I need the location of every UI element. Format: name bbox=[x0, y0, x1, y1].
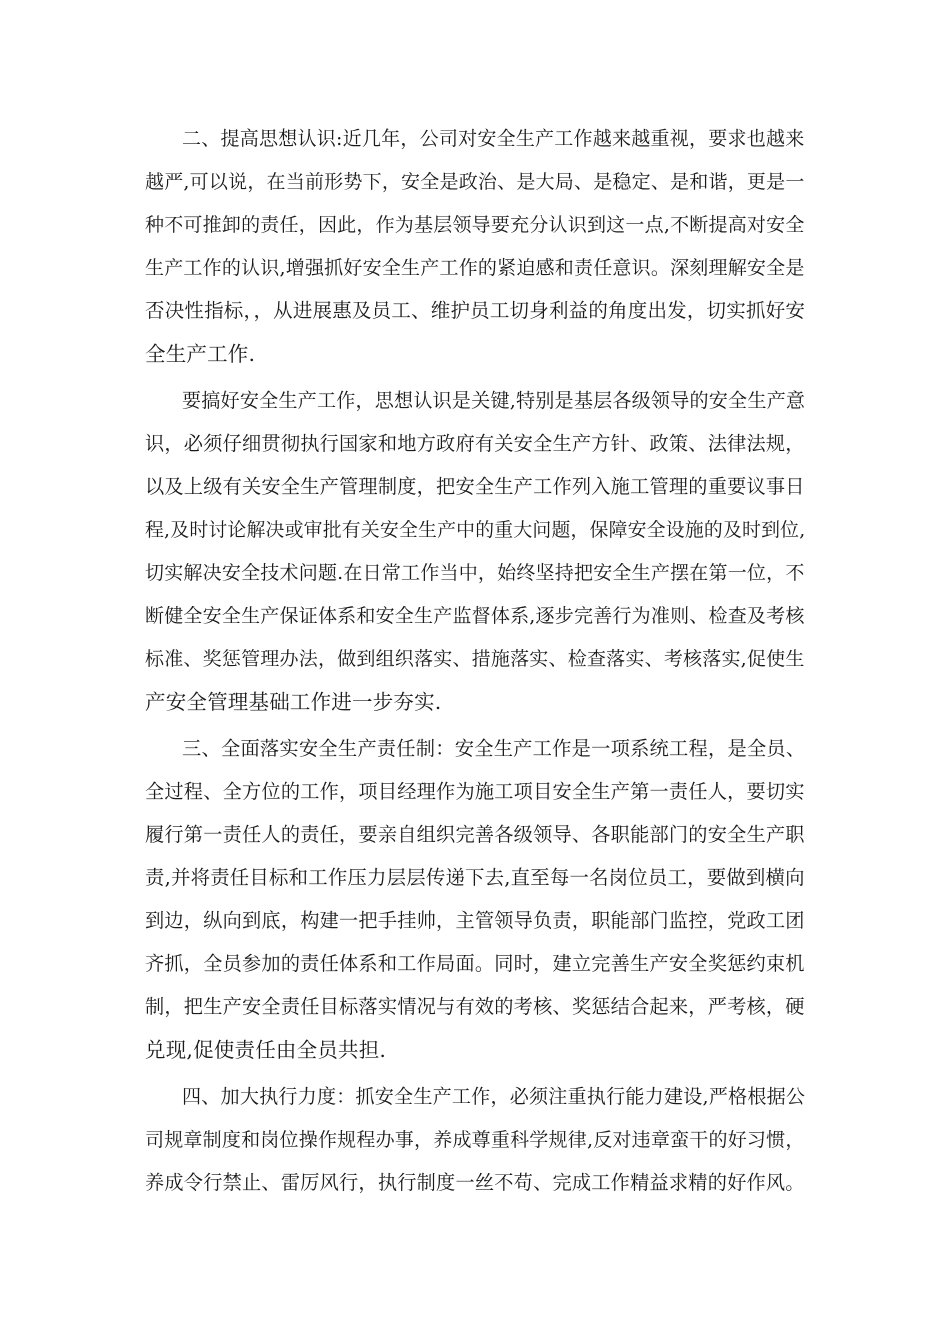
paragraph-3-line-1: 三、全面落实安全生产责任制：安全生产工作是一项系统工程，是全员、 bbox=[182, 737, 806, 760]
paragraph-3-line-4: 责,并将责任目标和工作压力层层传递下去,直至每一名岗位员工，要做到横向 bbox=[145, 866, 805, 889]
paragraph-1-line-6: 全生产工作. bbox=[145, 342, 256, 366]
paragraph-4-line-2: 司规章制度和岗位操作规程办事，养成尊重科学规律,反对违章蛮干的好习惯， bbox=[145, 1129, 805, 1151]
paragraph-1-line-5: 否决性指标，，从进展惠及员工、维护员工切身利益的角度出发，切实抓好安 bbox=[145, 299, 806, 322]
paragraph-2-line-8: 产安全管理基础工作进一步夯实. bbox=[145, 690, 442, 714]
paragraph-4-line-3: 养成令行禁止、雷厉风行，执行制度一丝不苟、完成工作精益求精的好作风。 bbox=[145, 1171, 805, 1194]
paragraph-2-line-3: 以及上级有关安全生产管理制度，把安全生产工作列入施工管理的重要议事日 bbox=[145, 475, 805, 498]
paragraph-3-line-3: 履行第一责任人的责任，要亲自组织完善各级领导、各职能部门的安全生产职 bbox=[145, 823, 805, 846]
paragraph-1-line-3: 种不可推卸的责任，因此，作为基层领导要充分认识到这一点,不断提高对安全 bbox=[145, 214, 805, 236]
paragraph-2-line-6: 断健全安全生产保证体系和安全生产监督体系,逐步完善行为准则、检查及考核 bbox=[145, 605, 805, 627]
paragraph-3-line-8: 兑现,促使责任由全员共担. bbox=[145, 1038, 387, 1062]
paragraph-2-line-2: 识，必须仔细贯彻执行国家和地方政府有关安全生产方针、政策、法律法规， bbox=[145, 432, 805, 455]
paragraph-1-line-1: 二、提高思想认识:近几年，公司对安全生产工作越来越重视，要求也越来 bbox=[182, 128, 805, 150]
paragraph-2-line-1: 要搞好安全生产工作，思想认识是关键,特别是基层各级领导的安全生产意 bbox=[182, 389, 806, 412]
paragraph-2-line-7: 标准、奖惩管理办法，做到组织落实、措施落实、检查落实、考核落实,促使生 bbox=[145, 648, 805, 670]
paragraph-1-line-2: 越严,可以说，在当前形势下，安全是政治、是大局、是稳定、是和谐，更是一 bbox=[145, 171, 805, 193]
paragraph-3-line-7: 制，把生产安全责任目标落实情况与有效的考核、奖惩结合起来，严考核，硬 bbox=[145, 995, 805, 1018]
paragraph-2-line-5: 切实解决安全技术问题.在日常工作当中，始终坚持把安全生产摆在第一位，不 bbox=[145, 562, 805, 584]
paragraph-3-line-5: 到边，纵向到底，构建一把手挂帅，主管领导负责，职能部门监控，党政工团 bbox=[145, 909, 805, 932]
paragraph-2-line-4: 程,及时讨论解决或审批有关安全生产中的重大问题，保障安全设施的及时到位, bbox=[145, 519, 806, 541]
paragraph-3-line-6: 齐抓，全员参加的责任体系和工作局面。同时，建立完善生产安全奖惩约束机 bbox=[145, 952, 805, 975]
paragraph-3-line-2: 全过程、全方位的工作，项目经理作为施工项目安全生产第一责任人，要切实 bbox=[145, 780, 805, 803]
paragraph-1-line-4: 生产工作的认识,增强抓好安全生产工作的紧迫感和责任意识。深刻理解安全是 bbox=[145, 257, 805, 279]
paragraph-4-line-1: 四、加大执行力度：抓安全生产工作，必须注重执行能力建设,严格根据公 bbox=[182, 1085, 806, 1108]
